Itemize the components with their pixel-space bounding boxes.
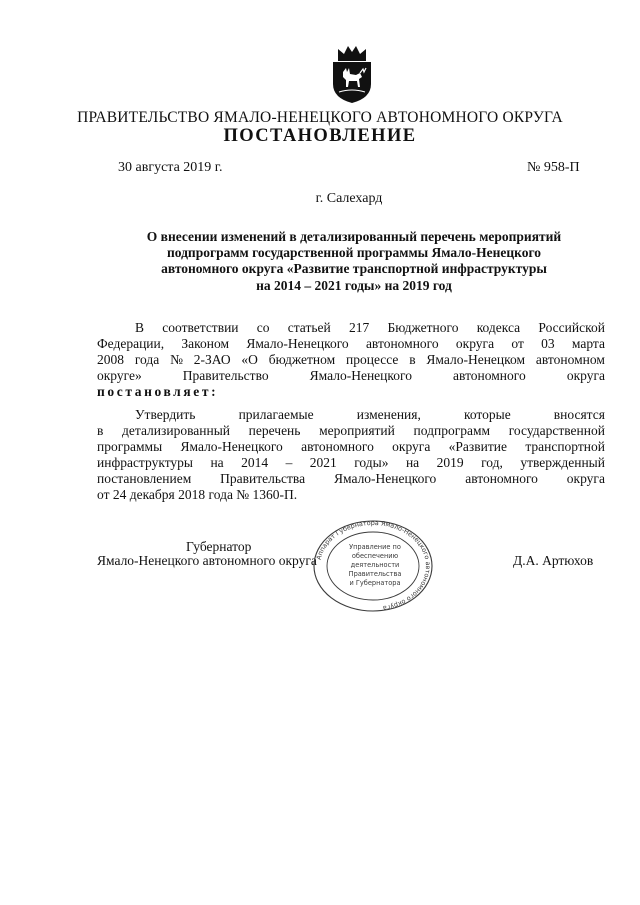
word: Законом xyxy=(181,336,230,351)
word: 2014 xyxy=(241,455,269,470)
paragraph-line xyxy=(97,423,605,439)
subject-line: подпрограмм государственной программы Ямало-Ненецкого xyxy=(166,245,542,261)
word: изменения, xyxy=(356,407,421,422)
word: марта xyxy=(571,336,605,351)
paragraph-line xyxy=(97,471,605,487)
paragraph-line: от 24 декабря 2018 года № 1360-П. xyxy=(97,487,298,502)
word: транспортной xyxy=(525,439,605,454)
word: перечень xyxy=(248,423,301,438)
word: соответствии xyxy=(162,320,239,335)
word: статьей xyxy=(287,320,331,335)
paragraph-line xyxy=(97,407,605,423)
stamp-ring-text: Аппарат Губернатора Ямало-Ненецкого автономного округа xyxy=(314,519,433,613)
word: 2008 xyxy=(97,352,124,367)
body-paragraph-preamble xyxy=(97,320,605,400)
word: которые xyxy=(463,407,511,422)
word: Российской xyxy=(538,320,605,335)
signatory-organization: Ямало-Ненецкого автономного округа xyxy=(97,553,317,568)
word: детализированный xyxy=(122,423,231,438)
signatory-position: Губернатор xyxy=(186,539,252,554)
signatory-name: Д.А. Артюхов xyxy=(513,553,594,568)
word: прилагаемые xyxy=(238,407,314,422)
word: со xyxy=(256,320,270,335)
word: процессе xyxy=(346,352,399,367)
crown-icon xyxy=(338,46,366,58)
word: Федерации, xyxy=(97,336,165,351)
resolves-word: постановляет: xyxy=(97,384,219,399)
word: 217 xyxy=(348,320,370,335)
word: округа xyxy=(566,368,605,383)
word: Правительство xyxy=(182,368,269,383)
coat-of-arms-emblem xyxy=(329,44,375,104)
document-date: 30 августа 2019 г. xyxy=(118,160,223,175)
government-title: ПРАВИТЕЛЬСТВО ЯМАЛО-НЕНЕЦКОГО АВТОНОМНОГО ОКРУГА xyxy=(77,109,563,126)
stamp-inner-line: и Губернатора xyxy=(349,579,401,587)
document-number: № 958-П xyxy=(527,160,580,175)
word: Ямало-Ненецкого xyxy=(309,368,412,383)
word: Бюджетного xyxy=(387,320,459,335)
stamp-inner-line: деятельности xyxy=(350,561,400,569)
word: год, xyxy=(481,455,503,470)
document-type-title: ПОСТАНОВЛЕНИЕ xyxy=(223,126,417,146)
word: округа xyxy=(455,336,495,351)
word: кодекса xyxy=(476,320,521,335)
word: Правительства xyxy=(220,471,306,486)
word: подпрограмм xyxy=(413,423,491,438)
paragraph-line xyxy=(97,336,605,352)
word: автономного xyxy=(453,368,526,383)
word: «О xyxy=(241,352,258,367)
word: на xyxy=(405,455,420,470)
word: на xyxy=(210,455,224,470)
paragraph-line xyxy=(97,352,605,368)
word: бюджетном xyxy=(268,352,336,367)
subject-line: автономного округа «Развитие транспортной инфраструктуры xyxy=(161,261,547,277)
body-paragraph-resolution xyxy=(97,407,605,503)
paragraph-line xyxy=(97,455,605,471)
word: 2019 xyxy=(436,455,464,470)
official-stamp xyxy=(312,519,434,613)
word: в xyxy=(409,352,416,367)
word: вносятся xyxy=(553,407,605,422)
word: автономного xyxy=(365,336,439,351)
subject-line: на 2014 – 2021 годы» на 2019 год xyxy=(256,277,452,293)
word: В xyxy=(135,320,145,335)
word: постановлением xyxy=(97,471,192,486)
word: утвержденный xyxy=(520,455,605,470)
word: Ямало-Ненецкого xyxy=(246,336,349,351)
word: округа xyxy=(566,471,605,486)
stamp-inner-line: обеспечению xyxy=(351,552,399,560)
subject-line: О внесении изменений в детализированный перечень мероприятий xyxy=(146,229,562,244)
stamp-inner-line: Правительства xyxy=(348,570,402,578)
word: – xyxy=(285,455,293,470)
word: от xyxy=(511,336,524,351)
word: «Развитие xyxy=(448,439,507,454)
word: годы» xyxy=(354,455,389,470)
word: Ямало-Ненецком xyxy=(426,352,526,367)
word: автономного xyxy=(465,471,538,486)
paragraph-line xyxy=(97,320,605,336)
word: 2-ЗАО xyxy=(193,352,231,367)
stamp-inner-line: Управление по xyxy=(349,543,401,551)
word: 03 xyxy=(541,336,555,351)
word: государственной xyxy=(508,423,605,438)
word: автономном xyxy=(535,352,605,367)
word: в xyxy=(97,423,104,438)
document-subject xyxy=(104,229,604,294)
word: Утвердить xyxy=(135,407,196,422)
word: инфраструктуры xyxy=(97,455,193,470)
word: № xyxy=(170,352,183,367)
paragraph-line xyxy=(97,368,605,384)
word: округа xyxy=(392,439,431,454)
word: мероприятий xyxy=(319,423,395,438)
word: 2021 xyxy=(309,455,337,470)
word: автономного xyxy=(301,439,374,454)
word: программы xyxy=(97,439,163,454)
word: Ямало-Ненецкого xyxy=(180,439,283,454)
word: округе» xyxy=(97,368,142,383)
paragraph-line xyxy=(97,439,605,455)
word: года xyxy=(134,352,160,367)
document-city: г. Салехард xyxy=(315,191,383,206)
word: Ямало-Ненецкого xyxy=(334,471,437,486)
